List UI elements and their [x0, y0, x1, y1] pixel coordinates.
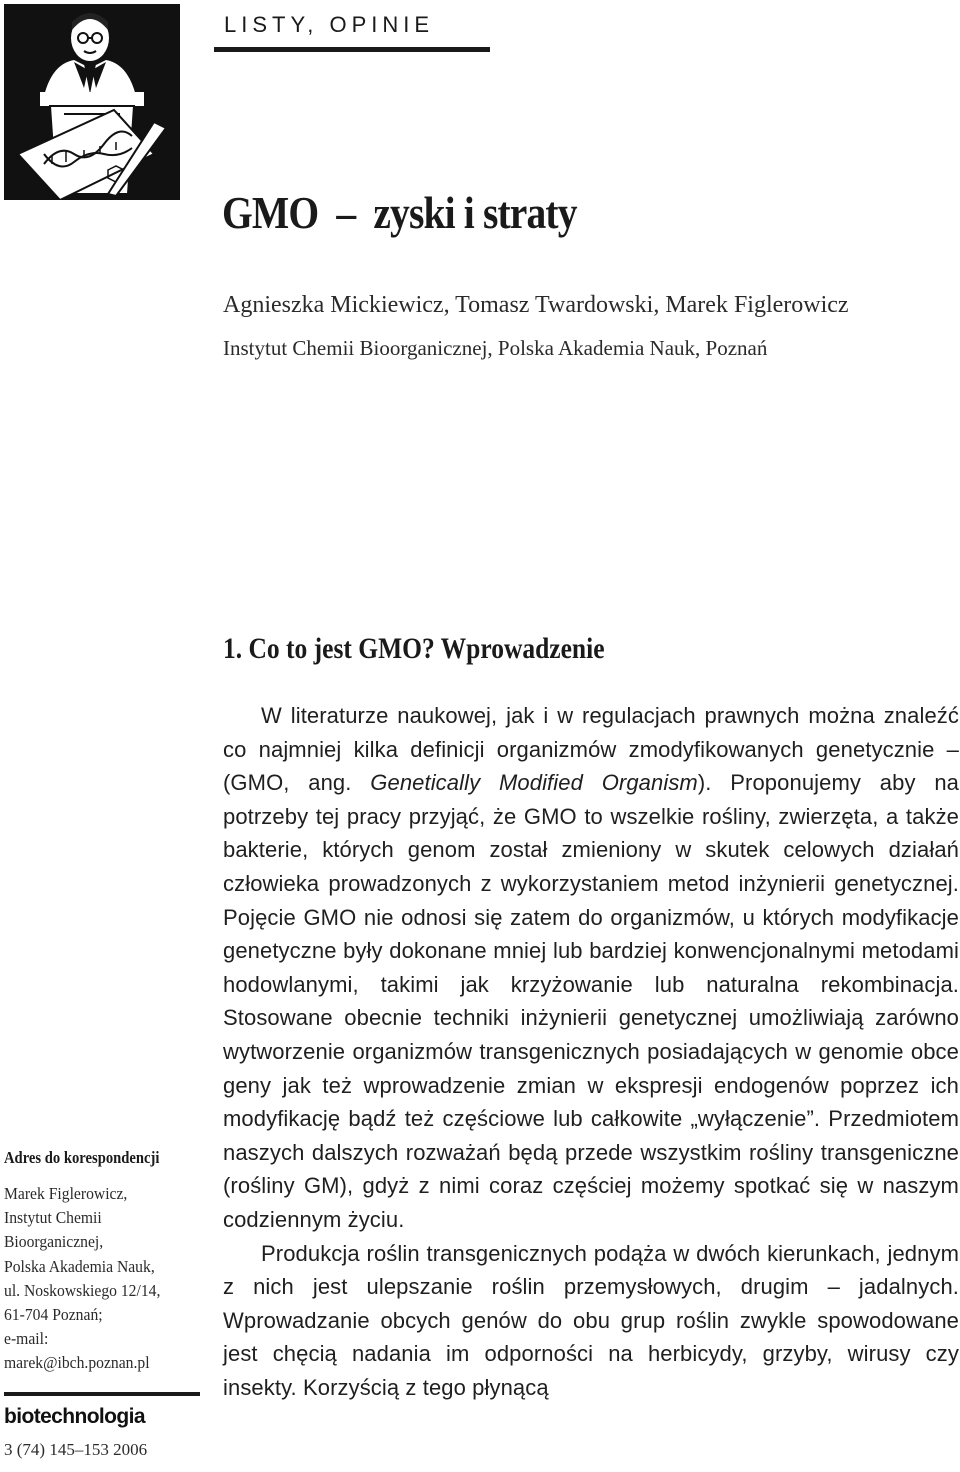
correspondence-email[interactable]: marek@ibch.poznan.pl	[4, 1353, 150, 1373]
journal-logo: biotechnologia	[4, 1405, 145, 1428]
sidebar-rule	[4, 1392, 200, 1396]
lecturer-at-podium-with-dna-scroll-icon	[4, 4, 180, 200]
paragraph-1-text-start: W literaturze naukowej, jak i w regulacjach prawnych można znaleźć co najmniej kilka definicji organizmów zmodyfikowanych genetycznie – (GMO, ang.	[223, 703, 959, 796]
paragraph-1-text-end: ). Proponujemy aby na potrzeby tej pracy przyjąć, że GMO to wszelkie rośliny, zwierzęta, a także bakterie, których genom został zmieniony w skutek celowych działań człowieka prowadzonych z wykorzystaniem metod inżynierii genetycznej. Pojęcie GMO nie odnosi się zatem do organizmów, u których modyfikacje genetyczne były dokonane mniej lub bardziej konwencjonalnymi metodami hodowlanymi, takimi jak krzyżowanie lub naturalna rekombinacja. Stosowane obecnie techniki inżynierii genetycznej umożliwiają zarówno wytworzenie organizmów transgenicznych posiadających w genomie obce geny jak też wprowadzenie zmian w ekspresji endogenów poprzez ich modyfikację bądź też częściowe lub całkowite „wyłączenie”. Przedmiotem naszych dalszych rozważań będą przede wszystkim rośliny transgeniczne (rośliny GM), gdyż z nimi coraz częściej możemy spotkać się w naszym codziennym życiu.	[223, 770, 959, 1232]
correspondence-line: e-mail:	[4, 1329, 49, 1349]
correspondence-line: Polska Akademia Nauk,	[4, 1256, 155, 1276]
correspondence-line: Marek Figlerowicz,	[4, 1184, 128, 1203]
correspondence-line: 61-704 Poznań;	[4, 1305, 103, 1325]
correspondence-sidebar	[4, 1148, 194, 1376]
section-rule	[214, 47, 490, 52]
article-body	[223, 699, 959, 1404]
correspondence-line: Bioorganicznej,	[4, 1232, 104, 1252]
issue-info: 3 (74) 145–153 2006	[4, 1440, 148, 1459]
body-paragraph-2: Produkcja roślin transgenicznych podąża w dwóch kierunkach, jednym z nich jest ulepszanie roślin przemysłowych, drugim – jadalnych. Wprowadzanie obcych genów do obu grup roślin zwykle spowodowane jest chęcią nadania im odporności na herbicydy, grzyby, wirusy czy insekty. Korzyścią z tego płynącą	[223, 1240, 959, 1400]
article-title: GMO – zyski i straty	[222, 187, 577, 238]
body-paragraph-1	[223, 699, 959, 1237]
article-authors: Agnieszka Mickiewicz, Tomasz Twardowski, Marek Figlerowicz	[223, 292, 849, 318]
article-affiliation: Instytut Chemii Bioorganicznej, Polska Akademia Nauk, Poznań	[223, 336, 768, 360]
section-label: LISTY, OPINIE	[224, 12, 435, 37]
section-heading: 1. Co to jest GMO? Wprowadzenie	[223, 632, 605, 665]
correspondence-line: ul. Noskowskiego 12/14,	[4, 1280, 161, 1300]
correspondence-heading: Adres do korespondencji	[4, 1148, 160, 1167]
correspondence-line: Instytut Chemii	[4, 1208, 102, 1228]
paragraph-1-italic-term: Genetically Modified Organism	[370, 770, 698, 796]
